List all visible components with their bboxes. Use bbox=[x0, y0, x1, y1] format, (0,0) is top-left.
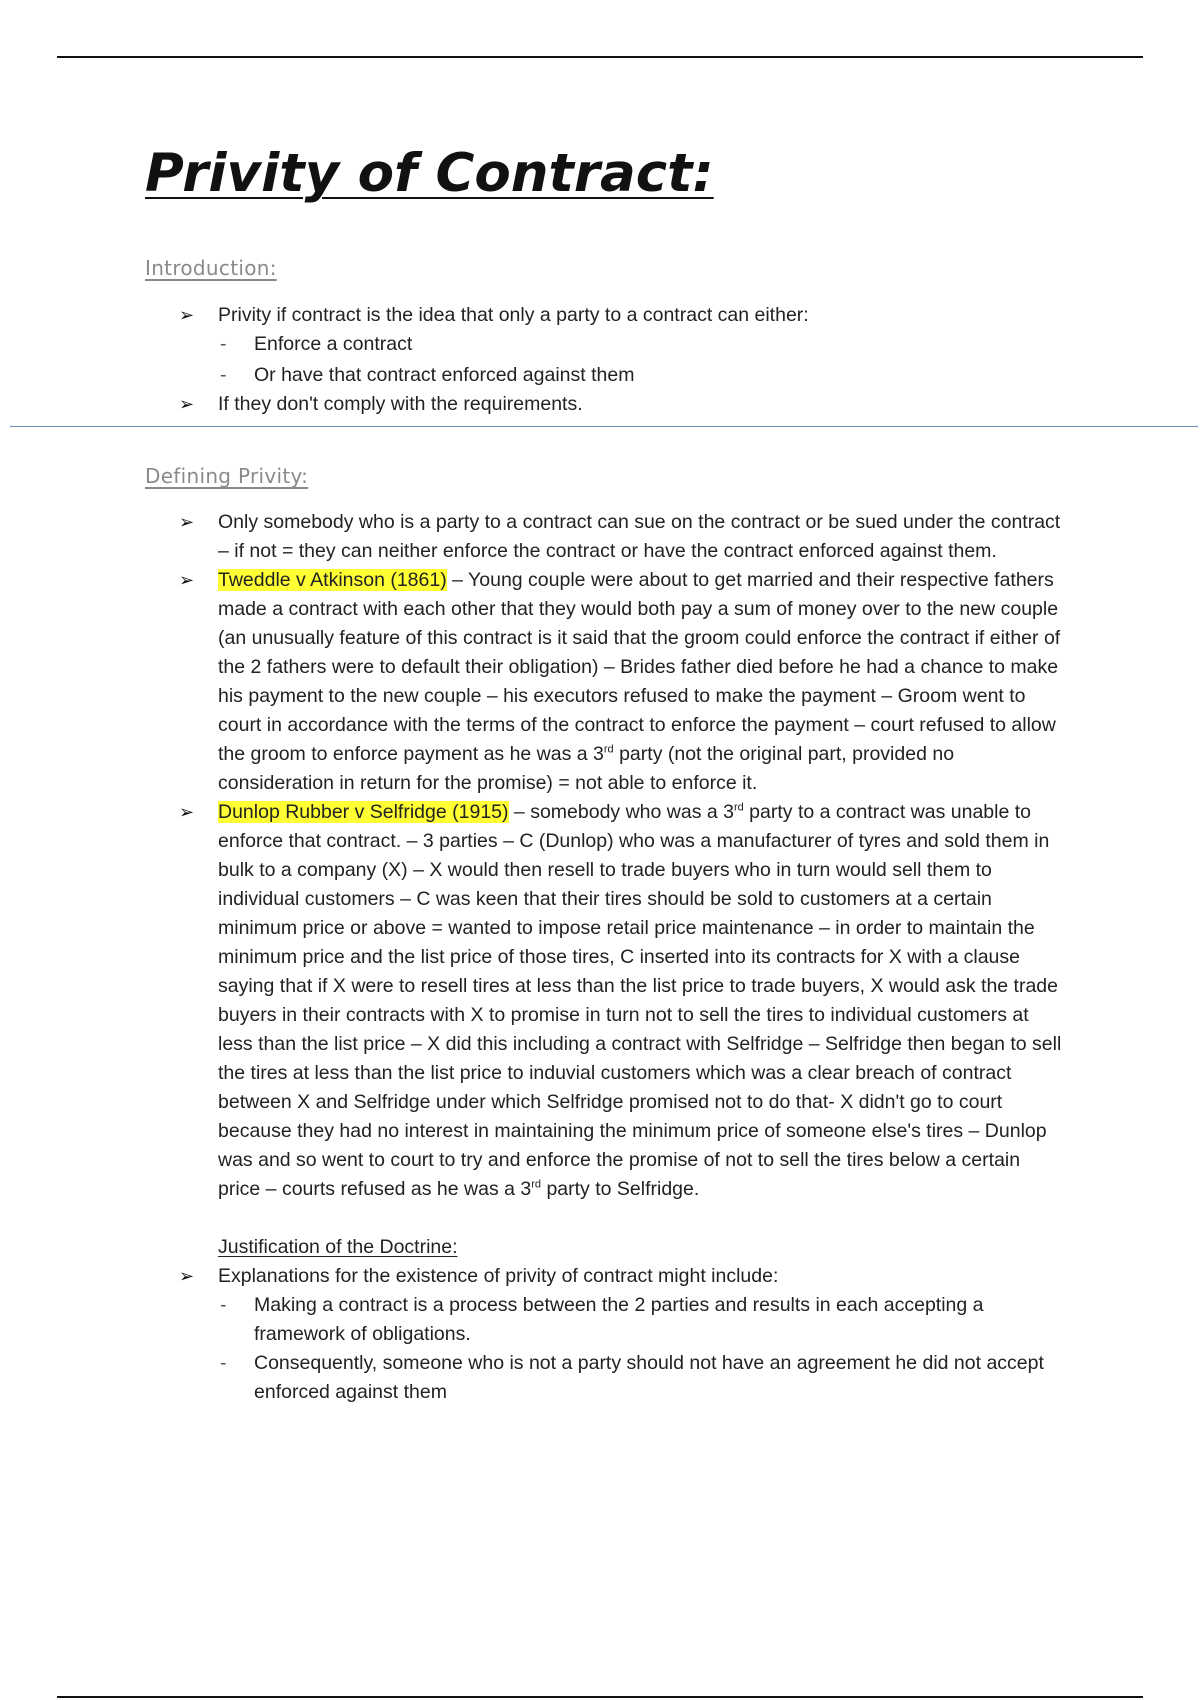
sub-list-item bbox=[218, 361, 1065, 390]
sub-list-item bbox=[218, 1291, 1065, 1349]
sub-list bbox=[218, 1291, 1065, 1407]
ordinal-suffix: rd bbox=[603, 743, 614, 756]
arrow-bullet-icon: ➢ bbox=[179, 1266, 195, 1286]
list-item bbox=[145, 508, 1065, 566]
case-text: – Young couple were about to get married and their respective fathers made a contract with each other that they would both pay a sum of money over to the new couple (an unusually feature of this contract is it said that the groom could enforce the contract if either of the 2 fathers were to default their obligation) – Brides father died before he had a chance to make his payment to the new couple – his executors refused to make the payment – Groom went to court in accordance with the terms of the contract to enforce the payment – court refused to allow the groom to enforce payment as he was a 3 bbox=[218, 569, 1061, 765]
ordinal-suffix: rd bbox=[531, 1178, 542, 1191]
arrow-bullet-icon: ➢ bbox=[179, 305, 195, 325]
justification-subheading: Justification of the Doctrine: bbox=[218, 1236, 458, 1258]
list-item bbox=[145, 390, 1065, 419]
list-item bbox=[145, 566, 1065, 798]
case-text: party to a contract was unable to enforce that contract. – 3 parties – C (Dunlop) who was a manufacturer of tyres and sold them in bulk to a company (X) – X would then resell to trade buyers who in turn would sell them to individual customers – C was keen that their tires should be sold to customers at a certain minimum price or above = wanted to impose retail price maintenance – in order to maintain the minimum price and the list price of those tires, C inserted into its contracts for X with a clause saying that if X were to resell tires at less than the list price to trade buyers, X would ask the trade buyers in their contracts with X to promise in turn not to sell the tires to individual customers at less than the list price – X did this including a contract with Selfridge – Selfridge then began to sell the tires at less than the list price to induvial customers which was a clear breach of contract between X and Selfridge under which Selfridge promised not to do that- X didn't go to court because they had no interest in maintaining the minimum price of someone else's tires – Dunlop was and so went to court to try and enforce the promise of not to sell the tires below a certain price – courts refused as he was a 3 bbox=[218, 801, 1062, 1200]
defining-privity-section bbox=[145, 508, 1065, 1407]
case-text: party to Selfridge. bbox=[541, 1178, 700, 1200]
section-heading-defining-privity: Defining Privity: bbox=[145, 464, 309, 488]
bottom-rule bbox=[57, 1696, 1143, 1698]
sub-list-item bbox=[218, 330, 1065, 359]
case-text: – somebody who was a 3 bbox=[508, 801, 734, 823]
sub-item-text: Consequently, someone who is not a party should not have an agreement he did not accept enforced against them bbox=[254, 1352, 1044, 1403]
arrow-bullet-icon: ➢ bbox=[179, 394, 195, 414]
dash-bullet-icon: - bbox=[220, 333, 227, 355]
introduction-list bbox=[145, 301, 1065, 419]
sub-item-text: Enforce a contract bbox=[254, 333, 413, 355]
case-name-highlight: Dunlop Rubber v Selfridge (1915) bbox=[218, 801, 509, 823]
dash-bullet-icon: - bbox=[220, 364, 227, 386]
bullet-text: Privity if contract is the idea that only a party to a contract can either: bbox=[218, 304, 809, 326]
list-item bbox=[145, 798, 1065, 1204]
arrow-bullet-icon: ➢ bbox=[179, 512, 195, 532]
section-separator bbox=[10, 426, 1198, 427]
introduction-section bbox=[145, 301, 1065, 419]
section-heading-introduction: Introduction: bbox=[145, 256, 277, 280]
list-item bbox=[145, 301, 1065, 390]
ordinal-suffix: rd bbox=[733, 801, 744, 814]
arrow-bullet-icon: ➢ bbox=[179, 570, 195, 590]
bullet-text: Explanations for the existence of privity of contract might include: bbox=[218, 1265, 779, 1287]
case-text: party (not the original part, provided no consideration in return for the promise) = not able to enforce it. bbox=[218, 743, 955, 794]
list-item bbox=[145, 1262, 1065, 1407]
case-name-highlight: Tweddle v Atkinson (1861) bbox=[218, 569, 447, 591]
dash-bullet-icon: - bbox=[220, 1352, 227, 1374]
arrow-bullet-icon: ➢ bbox=[179, 802, 195, 822]
sub-item-text: Making a contract is a process between the 2 parties and results in each accepting a framework of obligations. bbox=[254, 1294, 984, 1345]
sub-item-text: Or have that contract enforced against them bbox=[254, 364, 635, 386]
page-title: Privity of Contract: bbox=[145, 143, 714, 204]
dash-bullet-icon: - bbox=[220, 1294, 227, 1316]
sub-list-item bbox=[218, 1349, 1065, 1407]
bullet-text: Only somebody who is a party to a contract can sue on the contract or be sued under the contract – if not = they can neither enforce the contract or have the contract enforced against them. bbox=[218, 511, 1061, 562]
sub-list bbox=[218, 330, 1065, 390]
top-rule bbox=[57, 56, 1143, 58]
defining-list bbox=[145, 508, 1065, 1204]
justification-list bbox=[145, 1262, 1065, 1407]
bullet-text: If they don't comply with the requirements. bbox=[218, 393, 583, 415]
